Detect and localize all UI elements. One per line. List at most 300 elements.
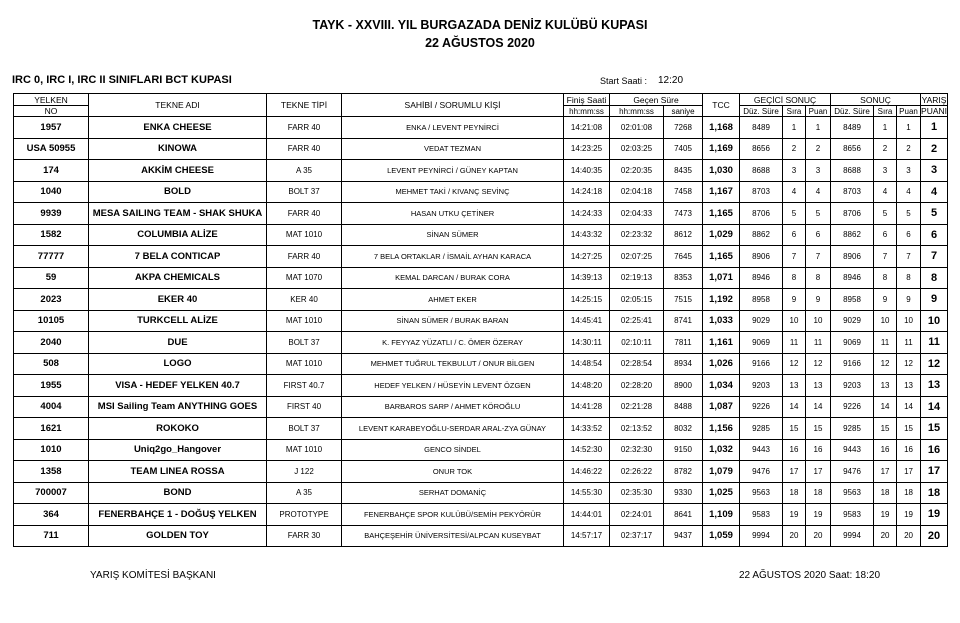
cell-prov-corrected: 9563: [740, 482, 783, 504]
cell-elapsed-seconds: 8435: [664, 160, 703, 182]
cell-race-points: 5: [921, 203, 948, 225]
col-g-sira: Sıra: [783, 106, 806, 117]
cell-sail-no: 1040: [14, 181, 89, 203]
cell-boat-name: MSI Sailing Team ANYTHING GOES: [89, 396, 267, 418]
cell-finish-time: 14:43:32: [564, 224, 610, 246]
col-tcc: TCC: [703, 94, 740, 117]
cell-elapsed-seconds: 8641: [664, 504, 703, 526]
cell-prov-rank: 9: [783, 289, 806, 311]
cell-final-rank: 20: [874, 525, 897, 547]
cell-boat-name: ENKA CHEESE: [89, 117, 267, 139]
cell-boat-type: FARR 40: [267, 246, 342, 268]
cell-owner: GENCO SİNDEL: [342, 439, 564, 461]
cell-boat-name: VISA - HEDEF YELKEN 40.7: [89, 375, 267, 397]
cell-prov-points: 20: [806, 525, 831, 547]
footer-datetime: 22 AĞUSTOS 2020 Saat: 18:20: [739, 570, 881, 581]
col-g-duz-sure: Düz. Süre: [740, 106, 783, 117]
table-row: [14, 224, 948, 246]
document-title: TAYK - XXVIII. YIL BURGAZADA DENİZ KULÜBÜ KUPASI: [312, 18, 648, 32]
col-gecen-sure: Geçen Süre: [610, 94, 703, 106]
cell-finish-time: 14:45:41: [564, 310, 610, 332]
cell-final-points: 15: [897, 418, 921, 440]
cell-finish-time: 14:41:28: [564, 396, 610, 418]
cell-final-points: 4: [897, 181, 921, 203]
cell-finish-time: 14:48:20: [564, 375, 610, 397]
cell-sail-no: 2040: [14, 332, 89, 354]
cell-finish-time: 14:33:52: [564, 418, 610, 440]
cell-final-corrected: 9226: [831, 396, 874, 418]
cell-prov-rank: 14: [783, 396, 806, 418]
cell-prov-rank: 2: [783, 138, 806, 160]
col-gecici-sonuc: GEÇİCİ SONUÇ: [740, 94, 831, 106]
cell-owner: ENKA / LEVENT PEYNİRCİ: [342, 117, 564, 139]
cell-owner: HEDEF YELKEN / HÜSEYİN LEVENT ÖZGEN: [342, 375, 564, 397]
cell-prov-points: 17: [806, 461, 831, 483]
cell-final-rank: 17: [874, 461, 897, 483]
cell-elapsed-time: 02:03:25: [610, 138, 664, 160]
cell-elapsed-seconds: 9330: [664, 482, 703, 504]
cell-race-points: 10: [921, 310, 948, 332]
committee-label: YARIŞ KOMİTESİ BAŞKANI: [90, 570, 216, 581]
cell-race-points: 14: [921, 396, 948, 418]
cell-prov-corrected: 9443: [740, 439, 783, 461]
cell-owner: LEVENT KARABEYOĞLU-SERDAR ARAL-ZYA GÜNAY: [342, 418, 564, 440]
cell-prov-corrected: 9583: [740, 504, 783, 526]
col-finis-format: hh:mm:ss: [564, 106, 610, 117]
table-row: [14, 181, 948, 203]
cell-prov-rank: 18: [783, 482, 806, 504]
table-row: [14, 418, 948, 440]
cell-finish-time: 14:55:30: [564, 482, 610, 504]
cell-elapsed-seconds: 9150: [664, 439, 703, 461]
cell-boat-type: FIRST 40.7: [267, 375, 342, 397]
cell-owner: KEMAL DARCAN / BURAK CORA: [342, 267, 564, 289]
col-yelken-no-2: NO: [14, 106, 89, 117]
cell-final-corrected: 9563: [831, 482, 874, 504]
col-gecen-saniye: saniye: [664, 106, 703, 117]
cell-race-points: 15: [921, 418, 948, 440]
cell-final-points: 2: [897, 138, 921, 160]
cell-tcc: 1,071: [703, 267, 740, 289]
cell-prov-corrected: 9166: [740, 353, 783, 375]
cell-owner: 7 BELA ORTAKLAR / İSMAİL AYHAN KARACA: [342, 246, 564, 268]
cell-prov-corrected: 9285: [740, 418, 783, 440]
cell-sail-no: 1621: [14, 418, 89, 440]
cell-elapsed-time: 02:05:15: [610, 289, 664, 311]
cell-sail-no: USA 50955: [14, 138, 89, 160]
cell-owner: SİNAN SÜMER / BURAK BARAN: [342, 310, 564, 332]
cell-elapsed-time: 02:01:08: [610, 117, 664, 139]
cell-final-points: 12: [897, 353, 921, 375]
cell-race-points: 4: [921, 181, 948, 203]
cell-race-points: 9: [921, 289, 948, 311]
cell-final-rank: 2: [874, 138, 897, 160]
table-row: [14, 246, 948, 268]
cell-boat-name: BOLD: [89, 181, 267, 203]
cell-elapsed-time: 02:25:41: [610, 310, 664, 332]
cell-final-points: 3: [897, 160, 921, 182]
cell-tcc: 1,032: [703, 439, 740, 461]
cell-elapsed-time: 02:35:30: [610, 482, 664, 504]
table-row: [14, 267, 948, 289]
cell-owner: VEDAT TEZMAN: [342, 138, 564, 160]
cell-final-corrected: 9069: [831, 332, 874, 354]
cell-elapsed-time: 02:37:17: [610, 525, 664, 547]
cell-final-points: 5: [897, 203, 921, 225]
cell-final-rank: 12: [874, 353, 897, 375]
cell-final-corrected: 9203: [831, 375, 874, 397]
cell-owner: BAHÇEŞEHİR ÜNİVERSİTESİ/ALPCAN KUSEYBAT: [342, 525, 564, 547]
cell-boat-type: BOLT 37: [267, 418, 342, 440]
cell-elapsed-seconds: 8488: [664, 396, 703, 418]
cell-prov-points: 13: [806, 375, 831, 397]
table-row: [14, 396, 948, 418]
cell-elapsed-time: 02:28:20: [610, 375, 664, 397]
cell-tcc: 1,033: [703, 310, 740, 332]
cell-prov-corrected: 8706: [740, 203, 783, 225]
cell-finish-time: 14:48:54: [564, 353, 610, 375]
cell-final-corrected: 9994: [831, 525, 874, 547]
cell-prov-points: 5: [806, 203, 831, 225]
cell-elapsed-time: 02:04:18: [610, 181, 664, 203]
cell-tcc: 1,087: [703, 396, 740, 418]
cell-elapsed-time: 02:13:52: [610, 418, 664, 440]
cell-elapsed-time: 02:26:22: [610, 461, 664, 483]
cell-final-corrected: 8946: [831, 267, 874, 289]
cell-elapsed-seconds: 9437: [664, 525, 703, 547]
cell-tcc: 1,109: [703, 504, 740, 526]
cell-elapsed-seconds: 8900: [664, 375, 703, 397]
cell-final-corrected: 9476: [831, 461, 874, 483]
cell-owner: BARBAROS SARP / AHMET KÖROĞLU: [342, 396, 564, 418]
cell-elapsed-time: 02:19:13: [610, 267, 664, 289]
start-time-value: 12:20: [658, 75, 684, 86]
cell-boat-name: GOLDEN TOY: [89, 525, 267, 547]
table-row: [14, 203, 948, 225]
cell-boat-name: ROKOKO: [89, 418, 267, 440]
col-yaris: YARIŞ: [921, 94, 947, 105]
cell-final-rank: 18: [874, 482, 897, 504]
cell-race-points: 8: [921, 267, 948, 289]
cell-prov-rank: 15: [783, 418, 806, 440]
cell-prov-rank: 6: [783, 224, 806, 246]
col-s-duz-sure: Düz. Süre: [831, 106, 874, 117]
table-row: [14, 117, 948, 139]
cell-final-points: 8: [897, 267, 921, 289]
cell-prov-points: 8: [806, 267, 831, 289]
cell-boat-type: MAT 1070: [267, 267, 342, 289]
table-row: [14, 138, 948, 160]
cell-finish-time: 14:44:01: [564, 504, 610, 526]
cell-boat-type: PROTOTYPE: [267, 504, 342, 526]
cell-boat-type: MAT 1010: [267, 353, 342, 375]
cell-final-points: 18: [897, 482, 921, 504]
cell-elapsed-seconds: 8741: [664, 310, 703, 332]
cell-sail-no: 1957: [14, 117, 89, 139]
cell-boat-name: MESA SAILING TEAM - SHAK SHUKA: [89, 203, 267, 225]
cell-final-rank: 7: [874, 246, 897, 268]
cell-tcc: 1,167: [703, 181, 740, 203]
col-yaris-puani: PUANI: [921, 106, 948, 116]
cell-final-rank: 1: [874, 117, 897, 139]
cell-owner: ONUR TOK: [342, 461, 564, 483]
cell-prov-corrected: 9994: [740, 525, 783, 547]
cell-tcc: 1,030: [703, 160, 740, 182]
cell-prov-corrected: 8906: [740, 246, 783, 268]
cell-boat-name: AKPA CHEMICALS: [89, 267, 267, 289]
cell-prov-rank: 3: [783, 160, 806, 182]
table-row: [14, 504, 948, 526]
col-sahibi: SAHİBİ / SORUMLU KİŞİ: [342, 94, 564, 117]
table-row: [14, 482, 948, 504]
cell-sail-no: 9939: [14, 203, 89, 225]
cell-elapsed-seconds: 7405: [664, 138, 703, 160]
cell-prov-corrected: 8703: [740, 181, 783, 203]
cell-final-corrected: 8489: [831, 117, 874, 139]
cell-elapsed-seconds: 7811: [664, 332, 703, 354]
cell-prov-points: 7: [806, 246, 831, 268]
cell-elapsed-seconds: 8032: [664, 418, 703, 440]
cell-tcc: 1,168: [703, 117, 740, 139]
cell-boat-type: KER 40: [267, 289, 342, 311]
cell-final-points: 9: [897, 289, 921, 311]
cell-prov-points: 4: [806, 181, 831, 203]
cell-prov-points: 10: [806, 310, 831, 332]
table-row: [14, 289, 948, 311]
cell-finish-time: 14:23:25: [564, 138, 610, 160]
cell-final-points: 14: [897, 396, 921, 418]
cell-race-points: 17: [921, 461, 948, 483]
cell-final-rank: 10: [874, 310, 897, 332]
cell-finish-time: 14:40:35: [564, 160, 610, 182]
cell-final-rank: 13: [874, 375, 897, 397]
cell-prov-corrected: 9029: [740, 310, 783, 332]
cell-prov-corrected: 8946: [740, 267, 783, 289]
cell-final-rank: 4: [874, 181, 897, 203]
cell-owner: MEHMET TUĞRUL TEKBULUT / ONUR BİLGEN: [342, 353, 564, 375]
cell-final-rank: 5: [874, 203, 897, 225]
cell-boat-name: LOGO: [89, 353, 267, 375]
cell-owner: SERHAT DOMANİÇ: [342, 482, 564, 504]
col-gecen-hms: hh:mm:ss: [610, 106, 664, 117]
cell-sail-no: 1582: [14, 224, 89, 246]
cell-boat-type: J 122: [267, 461, 342, 483]
cell-owner: K. FEYYAZ YÜZATLI / C. ÖMER ÖZERAY: [342, 332, 564, 354]
cell-final-rank: 19: [874, 504, 897, 526]
cell-sail-no: 174: [14, 160, 89, 182]
cell-sail-no: 2023: [14, 289, 89, 311]
cell-final-corrected: 9583: [831, 504, 874, 526]
cell-sail-no: 700007: [14, 482, 89, 504]
col-g-puan: Puan: [806, 106, 831, 117]
cell-race-points: 11: [921, 332, 948, 354]
cell-race-points: 13: [921, 375, 948, 397]
cell-final-rank: 9: [874, 289, 897, 311]
cell-finish-time: 14:27:25: [564, 246, 610, 268]
cell-tcc: 1,025: [703, 482, 740, 504]
cell-race-points: 6: [921, 224, 948, 246]
col-tekne-adi: TEKNE ADI: [89, 94, 267, 117]
cell-final-rank: 8: [874, 267, 897, 289]
cell-prov-corrected: 9203: [740, 375, 783, 397]
cell-final-corrected: 9029: [831, 310, 874, 332]
cell-tcc: 1,165: [703, 203, 740, 225]
cell-prov-points: 11: [806, 332, 831, 354]
cell-prov-rank: 16: [783, 439, 806, 461]
cell-elapsed-time: 02:07:25: [610, 246, 664, 268]
cell-prov-points: 16: [806, 439, 831, 461]
table-row: [14, 353, 948, 375]
cell-final-rank: 11: [874, 332, 897, 354]
cell-prov-points: 9: [806, 289, 831, 311]
cell-prov-rank: 4: [783, 181, 806, 203]
cell-elapsed-seconds: 7458: [664, 181, 703, 203]
cell-prov-points: 19: [806, 504, 831, 526]
cell-boat-type: BOLT 37: [267, 332, 342, 354]
cell-finish-time: 14:57:17: [564, 525, 610, 547]
cell-prov-rank: 8: [783, 267, 806, 289]
cell-final-corrected: 8862: [831, 224, 874, 246]
cell-finish-time: 14:52:30: [564, 439, 610, 461]
cell-prov-rank: 19: [783, 504, 806, 526]
cell-sail-no: 364: [14, 504, 89, 526]
cell-race-points: 3: [921, 160, 948, 182]
cell-elapsed-time: 02:20:35: [610, 160, 664, 182]
cell-tcc: 1,029: [703, 224, 740, 246]
cell-tcc: 1,165: [703, 246, 740, 268]
cell-boat-name: FENERBAHÇE 1 - DOĞUŞ YELKEN: [89, 504, 267, 526]
cell-final-points: 16: [897, 439, 921, 461]
cell-owner: AHMET EKER: [342, 289, 564, 311]
table-row: [14, 160, 948, 182]
cell-elapsed-time: 02:28:54: [610, 353, 664, 375]
cell-sail-no: 59: [14, 267, 89, 289]
cell-boat-type: MAT 1010: [267, 224, 342, 246]
cell-owner: FENERBAHÇE SPOR KULÜBÜ/SEMİH PEKYÖRÜR: [342, 504, 564, 526]
cell-finish-time: 14:25:15: [564, 289, 610, 311]
cell-boat-type: A 35: [267, 482, 342, 504]
cell-prov-points: 15: [806, 418, 831, 440]
col-s-sira: Sıra: [874, 106, 897, 117]
cell-final-points: 7: [897, 246, 921, 268]
cell-final-points: 20: [897, 525, 921, 547]
cell-elapsed-time: 02:32:30: [610, 439, 664, 461]
cell-prov-corrected: 9226: [740, 396, 783, 418]
table-row: [14, 332, 948, 354]
table-row: [14, 439, 948, 461]
results-table: [13, 93, 948, 547]
cell-boat-type: FARR 40: [267, 138, 342, 160]
cell-race-points: 2: [921, 138, 948, 160]
cell-owner: LEVENT PEYNİRCİ / GÜNEY KAPTAN: [342, 160, 564, 182]
cell-finish-time: 14:46:22: [564, 461, 610, 483]
cell-sail-no: 1955: [14, 375, 89, 397]
cell-boat-name: Uniq2go_Hangover: [89, 439, 267, 461]
cell-prov-rank: 17: [783, 461, 806, 483]
cell-final-rank: 6: [874, 224, 897, 246]
cell-prov-corrected: 8862: [740, 224, 783, 246]
cell-tcc: 1,059: [703, 525, 740, 547]
table-row: [14, 375, 948, 397]
cell-elapsed-seconds: 7515: [664, 289, 703, 311]
table-row: [14, 310, 948, 332]
cell-final-corrected: 8906: [831, 246, 874, 268]
cell-boat-type: FARR 40: [267, 203, 342, 225]
cell-prov-rank: 12: [783, 353, 806, 375]
cell-prov-rank: 10: [783, 310, 806, 332]
cell-tcc: 1,161: [703, 332, 740, 354]
cell-final-points: 17: [897, 461, 921, 483]
cell-prov-rank: 20: [783, 525, 806, 547]
cell-prov-points: 2: [806, 138, 831, 160]
cell-prov-rank: 11: [783, 332, 806, 354]
col-tekne-tipi: TEKNE TİPİ: [267, 94, 342, 117]
cell-elapsed-seconds: 8612: [664, 224, 703, 246]
cell-final-corrected: 8706: [831, 203, 874, 225]
cell-sail-no: 10105: [14, 310, 89, 332]
cell-prov-points: 1: [806, 117, 831, 139]
cell-prov-points: 18: [806, 482, 831, 504]
cell-final-rank: 3: [874, 160, 897, 182]
cell-final-rank: 15: [874, 418, 897, 440]
cell-sail-no: 1358: [14, 461, 89, 483]
cell-final-corrected: 8703: [831, 181, 874, 203]
cell-final-points: 10: [897, 310, 921, 332]
cell-race-points: 7: [921, 246, 948, 268]
cell-prov-rank: 7: [783, 246, 806, 268]
cell-tcc: 1,034: [703, 375, 740, 397]
cell-prov-corrected: 8958: [740, 289, 783, 311]
cell-race-points: 19: [921, 504, 948, 526]
cell-boat-type: FIRST 40: [267, 396, 342, 418]
cell-elapsed-time: 02:10:11: [610, 332, 664, 354]
cell-prov-corrected: 9069: [740, 332, 783, 354]
cell-elapsed-seconds: 7268: [664, 117, 703, 139]
cell-sail-no: 508: [14, 353, 89, 375]
cell-finish-time: 14:39:13: [564, 267, 610, 289]
cell-owner: MEHMET TAKİ / KIVANÇ SEVİNÇ: [342, 181, 564, 203]
cell-boat-name: KINOWA: [89, 138, 267, 160]
col-yelken-no: YELKEN: [14, 94, 89, 106]
cell-boat-type: MAT 1010: [267, 439, 342, 461]
cell-elapsed-seconds: 7473: [664, 203, 703, 225]
cell-final-points: 6: [897, 224, 921, 246]
cell-final-corrected: 9443: [831, 439, 874, 461]
cell-elapsed-seconds: 7645: [664, 246, 703, 268]
cell-prov-points: 6: [806, 224, 831, 246]
cell-owner: SİNAN SÜMER: [342, 224, 564, 246]
cell-elapsed-seconds: 8782: [664, 461, 703, 483]
col-finis: Finiş Saati: [564, 94, 610, 106]
cell-boat-name: AKKİM CHEESE: [89, 160, 267, 182]
cell-prov-rank: 13: [783, 375, 806, 397]
class-title: IRC 0, IRC I, IRC II SINIFLARI BCT KUPASI: [12, 74, 232, 86]
cell-final-rank: 16: [874, 439, 897, 461]
cell-sail-no: 77777: [14, 246, 89, 268]
cell-prov-corrected: 8656: [740, 138, 783, 160]
cell-final-points: 13: [897, 375, 921, 397]
cell-boat-type: MAT 1010: [267, 310, 342, 332]
cell-tcc: 1,169: [703, 138, 740, 160]
cell-prov-corrected: 8489: [740, 117, 783, 139]
cell-final-rank: 14: [874, 396, 897, 418]
cell-race-points: 18: [921, 482, 948, 504]
cell-elapsed-seconds: 8934: [664, 353, 703, 375]
cell-boat-type: A 35: [267, 160, 342, 182]
cell-finish-time: 14:24:33: [564, 203, 610, 225]
cell-prov-rank: 1: [783, 117, 806, 139]
cell-elapsed-seconds: 8353: [664, 267, 703, 289]
